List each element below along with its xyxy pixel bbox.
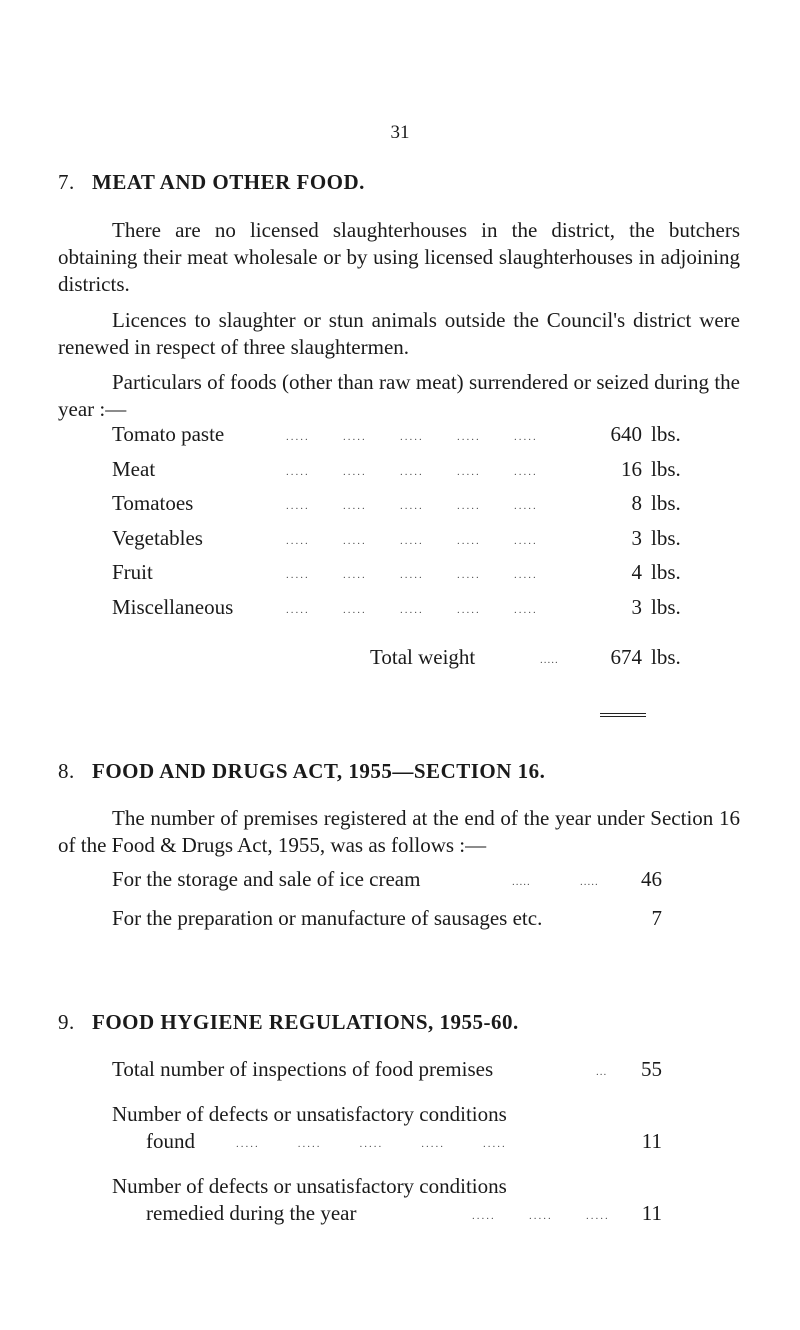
leader-dots: ..... ..... ..... ..... ..... [236,1138,507,1150]
food-item-name: Meat [112,456,156,481]
section-9-number: 9. [58,1010,75,1034]
total-weight-qty: 674 [610,645,642,669]
leader-dots: ..... ..... ..... ..... ..... [286,465,538,478]
section-9-title: FOOD HYGIENE REGULATIONS, 1955-60. [92,1010,519,1034]
food-item-name: Fruit [112,560,153,584]
leader-dots: ..... ..... ..... [472,1210,610,1222]
leader-dots: ..... [540,654,559,666]
food-item-unit: lbs. [651,560,681,584]
food-item-unit: lbs. [651,456,681,481]
section-8-item-1-value: 46 [641,867,662,891]
section-7-paragraph-1: There are no licensed slaughterhouses in the district, the butchers obtaining their meat wholesale or by using licensed slaughterhouses in adjoining districts. [58,218,740,296]
section-9-item-1-value: 55 [641,1057,662,1081]
food-item-qty: 640 [610,422,642,446]
section-9-item-3-line-1: Number of defects or unsatisfactory conditions [112,1174,507,1198]
section-9-item-1-label: Total number of inspections of food premises [112,1057,494,1081]
section-8-number: 8. [58,759,75,783]
leader-dots: ..... ..... ..... ..... ..... [286,431,538,443]
total-weight-unit: lbs. [651,645,681,669]
food-item-qty: 4 [631,560,642,584]
leader-dots: ..... ..... ..... ..... ..... [286,603,538,616]
section-8-item-2-value: 7 [651,906,662,930]
page-number: 31 [390,122,410,143]
food-item-qty: 16 [621,456,642,481]
food-item-name: Miscellaneous [112,594,234,619]
section-9-item-2-line-2: found [146,1129,195,1153]
leader-dots: ..... [580,876,599,888]
food-item-qty: 3 [631,594,642,619]
section-7-title: MEAT AND OTHER FOOD. [92,170,365,194]
section-9-item-3-line-2: remedied during the year [146,1201,357,1225]
section-9-heading [58,1010,519,1035]
food-item-unit: lbs. [651,422,681,446]
food-item-unit: lbs. [651,525,681,550]
leader-dots: ..... ..... ..... ..... ..... [286,500,538,512]
section-7-heading [58,170,365,195]
section-9-item-2-line-1: Number of defects or unsatisfactory conditions [112,1102,507,1126]
section-8-item-1-label: For the storage and sale of ice cream [112,867,421,891]
section-7-paragraph-3: Particulars of foods (other than raw meat) surrendered or seized during the year :— [58,370,740,421]
food-item-name: Vegetables [112,525,203,550]
section-9-item-3-value: 11 [641,1201,662,1225]
section-8-heading [58,759,545,784]
section-8-paragraph: The number of premises registered at the end of the year under Section 16 of the Food & Drugs Act, 1955, was as follows :— [58,806,740,857]
food-item-name: Tomato paste [112,422,225,446]
section-9-item-2-value: 11 [641,1129,662,1153]
leader-dots: ..... ..... ..... ..... ..... [286,534,538,547]
leader-dots: ..... ..... ..... ..... ..... [286,569,538,581]
section-7-paragraph-2: Licences to slaughter or stun animals outside the Council's district were renewed in respect of three slaughtermen. [58,308,740,359]
section-7-number: 7. [58,170,75,194]
leader-dots: ..... [512,876,531,888]
double-rule [600,713,646,717]
food-item-name: Tomatoes [112,491,194,515]
food-item-qty: 8 [631,491,642,515]
section-8-title: FOOD AND DRUGS ACT, 1955—SECTION 16. [92,759,546,783]
food-item-unit: lbs. [651,491,681,515]
section-8-item-2-label: For the preparation or manufacture of sausages etc. [112,906,543,930]
food-item-unit: lbs. [651,594,681,619]
food-item-qty: 3 [631,525,642,550]
total-weight-label: Total weight [370,645,476,669]
leader-dots: ... [596,1066,608,1078]
